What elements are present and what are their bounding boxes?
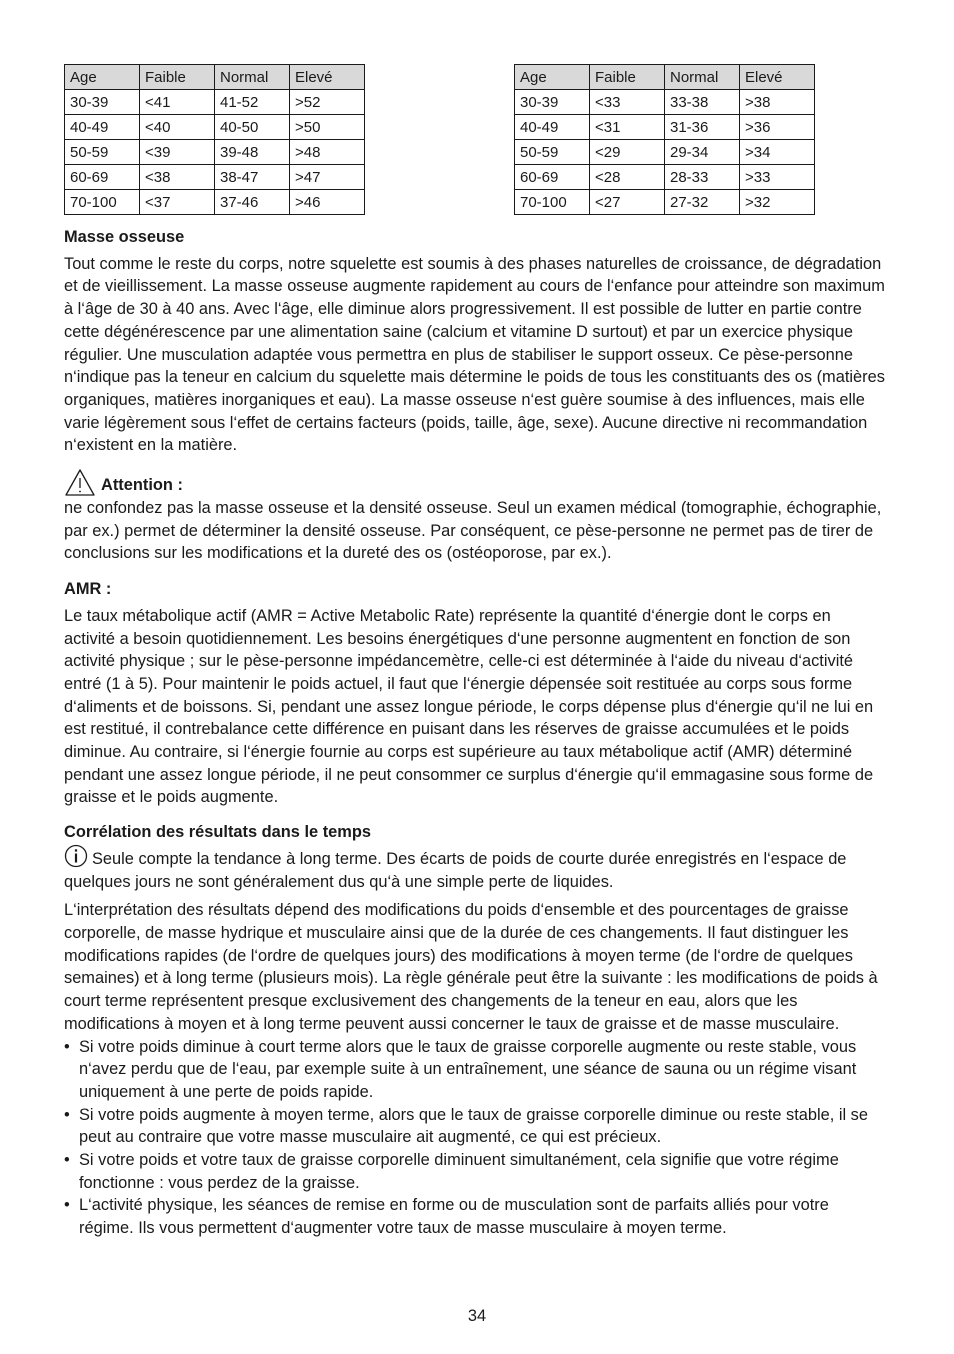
table-cell: 41-52 xyxy=(215,90,290,115)
table-header-row xyxy=(515,65,815,90)
table-row xyxy=(515,190,815,215)
table-cell: >50 xyxy=(290,115,365,140)
amr-paragraph: Le taux métabolique actif (AMR = Active Metabolic Rate) représente la quantité d‘énergie dont le corps en activité a besoin quotidiennement. Les besoins énergétiques d‘une personne augmentent en fonction de son activité physique ; sur le pèse-personne impédancemètre, celle-ci est déterminée à l‘aide du niveau d‘activité entré (1 à 5). Pour maintenir le poids actuel, il faut que l‘énergie dépensée soit restituée au corps sous forme d‘aliments et de boissons. Si, pendant une assez longue période, le corps dépense plus d‘énergie qu‘il ne lui en est restitué, il contrebalance cette différence en puisant dans les réserves de graisse accumulées et le poids diminue. Au contraire, si l‘énergie fournie au corps est supérieure au taux métabolique actif (AMR) déterminé pendant une assez longue période, il ne peut consommer ce surplus d‘énergie qu‘il emmagasine sous forme de graisse et le poids augmente. xyxy=(64,606,874,807)
table-cell: 28-33 xyxy=(665,165,740,190)
page-content xyxy=(64,226,886,1240)
table-row xyxy=(65,115,365,140)
table-cell: 40-49 xyxy=(515,115,590,140)
masse-osseuse-paragraph: Tout comme le reste du corps, notre squelette est soumis à des phases naturelles de croissance, de dégradation et de vieillissement. La masse osseuse augmente rapidement au cours de l‘enfance pour atteindre son maximum à l‘âge de 30 à 40 ans. Avec l‘âge, elle diminue alors progressivement. Il est possible de lutter en partie contre cette dégénérescence par une alimentation saine (calcium et vitamine D surtout) et par un exercice physique régulier. Une musculation adaptée vous permettra en plus de stabiliser le support osseux. Ce pèse-personne n‘indique pas la teneur en calcium du squelette mais détermine le poids de tous les constituants des os (matières organiques, matières inorganiques et eau). La masse osseuse n‘est guère soumise à des influences, mais elle varie légèrement sous l‘effet de certains facteurs (poids, taille, âge, sexe). Aucune directive ni recommandation n‘existent en la matière. xyxy=(64,254,885,455)
table-cell: <38 xyxy=(140,165,215,190)
table-cell: 30-39 xyxy=(515,90,590,115)
table-cell: <39 xyxy=(140,140,215,165)
correlation-info-paragraph xyxy=(64,844,886,893)
table-cell: <29 xyxy=(590,140,665,165)
list-item: • L‘activité physique, les séances de remise en forme ou de musculation sont de parfaits alliés pour votre régime. Ils vous permettent d‘augmenter votre taux de masse musculaire à moyen terme. xyxy=(64,1194,886,1239)
table-row xyxy=(65,140,365,165)
list-item: • Si votre poids diminue à court terme alors que le taux de graisse corporelle augmente ou reste stable, vous n‘avez perdu que de l‘eau, par exemple suite à un entraînement, une séance de sauna ou un régime visant uniquement à une perte de poids rapide. xyxy=(64,1036,886,1104)
table-cell: <33 xyxy=(590,90,665,115)
correlation-paragraph: L‘interprétation des résultats dépend des modifications du poids d‘ensemble et des pourcentages de graisse corporelle, de masse hydrique et musculaire ainsi que de la durée de ces changements. Il faut distinguer les modifications rapides (de l‘ordre de quelques jours) des modifications à moyen terme (de l‘ordre de quelques semaines) et à long terme (plusieurs mois). La règle générale peut être la suivante : les modifications de poids à court terme représentent presque exclusivement des changements de la teneur en eau, alors que les modifications à moyen et à long terme peuvent aussi concerner le taux de graisse et de masse musculaire. xyxy=(64,901,878,1033)
table-cell: <41 xyxy=(140,90,215,115)
table-cell: 29-34 xyxy=(665,140,740,165)
table-row xyxy=(515,140,815,165)
table-cell: 37-46 xyxy=(215,190,290,215)
info-text: Seule compte la tendance à long terme. Des écarts de poids de courte durée enregistrés en l‘espace de quelques jours ne sont généralement dus qu‘à une simple perte de liquides. xyxy=(64,849,847,891)
table-row xyxy=(515,165,815,190)
reference-table-right xyxy=(514,64,815,215)
attention-paragraph: ne confondez pas la masse osseuse et la densité osseuse. Seul un examen médical (tomographie, échographie, par ex.) permet de déterminer la densité osseuse. Par conséquent, ce pèse-personne ne permet pas de tirer de conclusions sur les modifications et la dureté des os (ostéoporose, par ex.). xyxy=(64,499,882,563)
header-cell: Age xyxy=(65,65,140,90)
table-cell: 33-38 xyxy=(665,90,740,115)
attention-heading xyxy=(64,468,886,497)
table-cell: 38-47 xyxy=(215,165,290,190)
table-cell: 27-32 xyxy=(665,190,740,215)
table-header-row xyxy=(65,65,365,90)
header-cell: Age xyxy=(515,65,590,90)
table-cell: >32 xyxy=(740,190,815,215)
table-cell: <40 xyxy=(140,115,215,140)
header-cell: Faible xyxy=(140,65,215,90)
table-cell: 30-39 xyxy=(65,90,140,115)
header-cell: Normal xyxy=(215,65,290,90)
table-cell: 60-69 xyxy=(65,165,140,190)
table-cell: >36 xyxy=(740,115,815,140)
section-heading-correlation: Corrélation des résultats dans le temps xyxy=(64,823,371,842)
correlation-bullet-list xyxy=(64,1036,886,1240)
table-cell: <31 xyxy=(590,115,665,140)
table-cell: >46 xyxy=(290,190,365,215)
table-cell: >48 xyxy=(290,140,365,165)
table-cell: 39-48 xyxy=(215,140,290,165)
info-icon xyxy=(64,844,88,868)
table-row xyxy=(515,115,815,140)
table-cell: >38 xyxy=(740,90,815,115)
reference-table-left xyxy=(64,64,365,215)
table-cell: <28 xyxy=(590,165,665,190)
list-item: • Si votre poids et votre taux de graisse corporelle diminuent simultanément, cela signifie que votre régime fonctionne : vous perdez de la graisse. xyxy=(64,1149,886,1194)
table-row xyxy=(65,165,365,190)
table-cell: 31-36 xyxy=(665,115,740,140)
page-number: 34 xyxy=(467,1307,487,1325)
section-heading-masse-osseuse: Masse osseuse xyxy=(64,228,185,246)
table-row xyxy=(515,90,815,115)
warning-icon xyxy=(64,468,96,497)
header-cell: Faible xyxy=(590,65,665,90)
table-cell: 60-69 xyxy=(515,165,590,190)
table-cell: <37 xyxy=(140,190,215,215)
table-cell: 70-100 xyxy=(65,190,140,215)
table-cell: 50-59 xyxy=(515,140,590,165)
table-cell: >47 xyxy=(290,165,365,190)
header-cell: Elevé xyxy=(290,65,365,90)
header-cell: Elevé xyxy=(740,65,815,90)
table-cell: 40-49 xyxy=(65,115,140,140)
table-row xyxy=(65,90,365,115)
table-row xyxy=(65,190,365,215)
table-cell: 70-100 xyxy=(515,190,590,215)
section-heading-amr: AMR : xyxy=(64,580,112,599)
attention-label: Attention : xyxy=(101,476,183,495)
table-cell: >52 xyxy=(290,90,365,115)
header-cell: Normal xyxy=(665,65,740,90)
table-cell: 40-50 xyxy=(215,115,290,140)
table-cell: <27 xyxy=(590,190,665,215)
table-cell: >33 xyxy=(740,165,815,190)
table-cell: >34 xyxy=(740,140,815,165)
list-item: • Si votre poids augmente à moyen terme, alors que le taux de graisse corporelle diminue ou reste stable, il se peut au contraire que votre masse musculaire ait augmenté, ce qui est précieux. xyxy=(64,1104,886,1149)
table-cell: 50-59 xyxy=(65,140,140,165)
